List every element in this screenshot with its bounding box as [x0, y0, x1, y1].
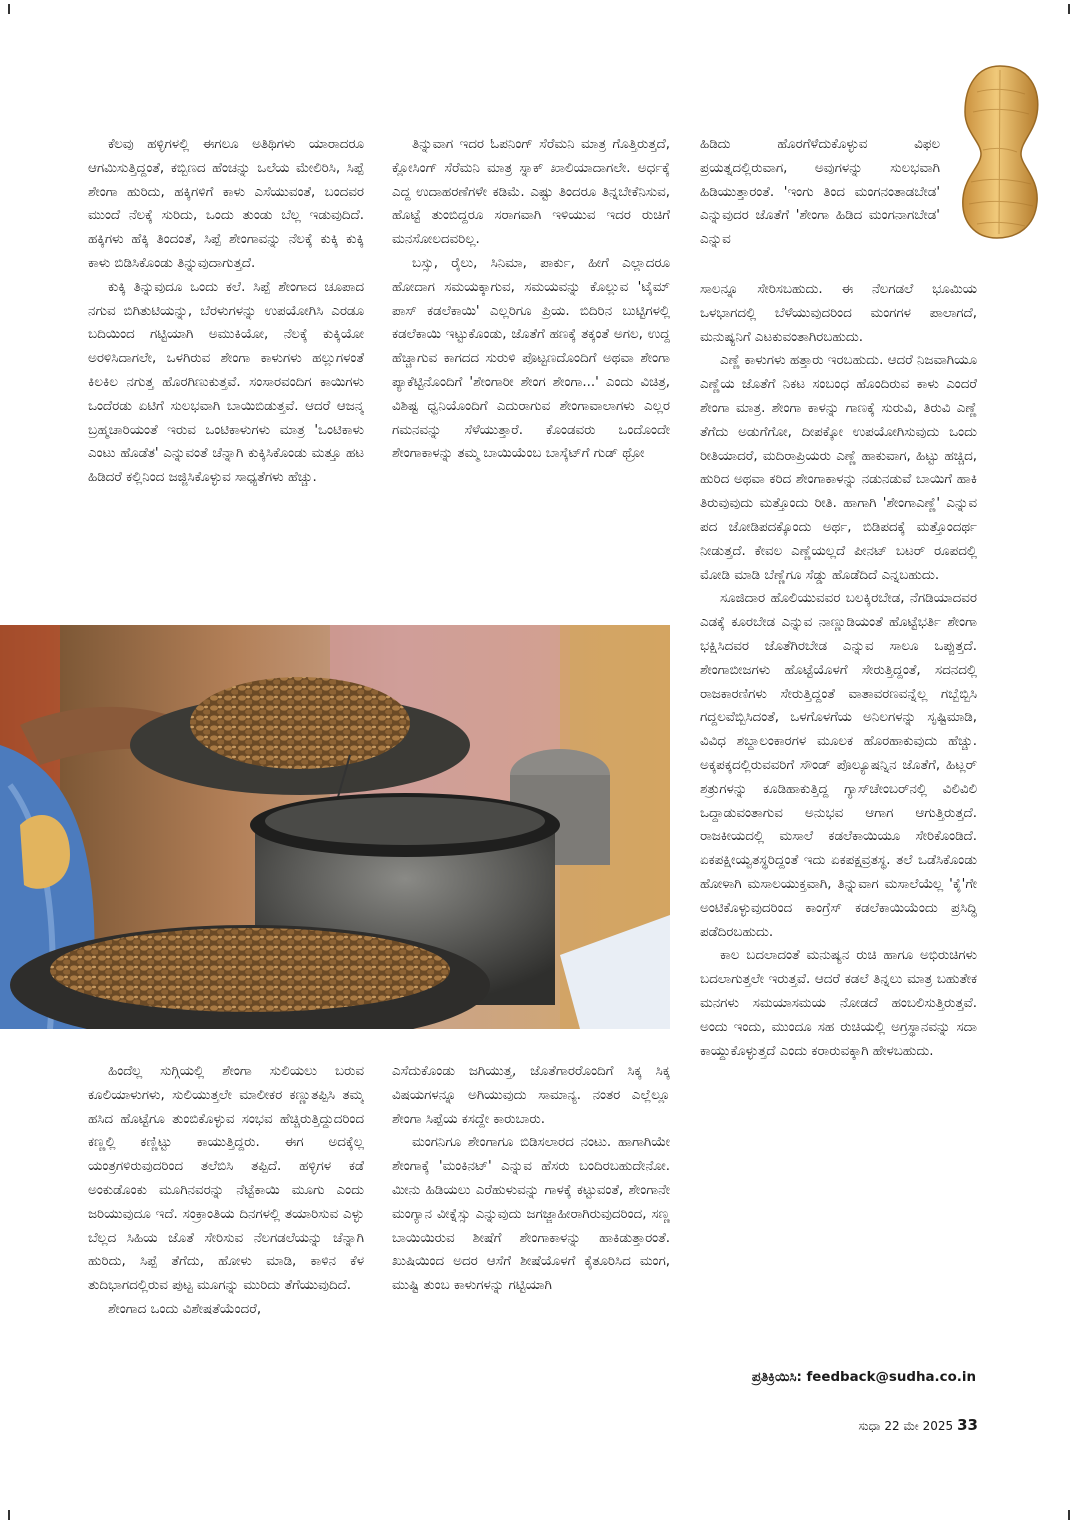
paragraph: ಬಸ್ಸು, ರೈಲು, ಸಿನಿಮಾ, ಪಾರ್ಕು, ಹೀಗೆ ಎಲ್ಲಾದರೂ ಹೋದಾಗ ಸಮಯಕ್ಕಾಗುವ, ಸಮಯವನ್ನು ಕೊಲ್ಲುವ 'ಟೈಮ್ ಪಾಸ್ ಕಡಲೆಕಾಯಿ' ಎಲ್ಲರಿಗೂ ಪ್ರಿಯ. ಬಿದಿರಿನ ಬುಟ್ಟಿಗಳಲ್ಲಿ ಕಡಲೆಕಾಯಿ ಇಟ್ಟುಕೊಂಡು, ಜೊತೆಗೆ ಹಣಕ್ಕೆ ತಕ್ಕಂತೆ ಅಗಲ, ಉದ್ದ ಹೆಚ್ಚಾಗುವ ಕಾಗದದ ಸುರುಳಿ ಪೊಟ್ಟಣದೊಂದಿಗೆ ಅಥವಾ ಶೇಂಗಾ ಪ್ಯಾಕೆಟ್ಟಿನೊಂದಿಗೆ 'ಶೇಂಗಾರೀ ಶೇಂಗ ಶೇಂಗಾ...' ಎಂದು ವಿಚಿತ್ರ, ವಿಶಿಷ್ಟ ಧ್ವನಿಯೊಂದಿಗೆ ಎದುರಾಗುವ ಶೇಂಗಾವಾಲಾಗಳು ಎಲ್ಲರ ಗಮನವನ್ನು ಸೆಳೆಯುತ್ತಾರೆ. ಕೊಂಡವರು ಒಂದೊಂದೇ ಶೇಂಗಾಕಾಳನ್ನು ತಮ್ಮ ಬಾಯಿಯೆಂಬ ಬಾಸ್ಕೆಟ್‌ಗೆ ಗುಡ್ ಥ್ರೋ — [392, 255, 670, 462]
paragraph: ಸೂಜಿದಾರ ಹೊಲಿಯುವವರ ಬಲಕ್ಕಿರಬೇಡ, ನೆಗಡಿಯಾದವರ ಎಡಕ್ಕೆ ಕೂರಬೇಡ ಎನ್ನುವ ನಾಣ್ಣುಡಿಯಂತೆ ಹೊಟ್ಟೆಭರ್ತಿ ಶೇಂಗಾ ಭಕ್ಷಿಸಿದವರ ಜೊತೆಗಿರಬೇಡ ಎನ್ನುವ ಸಾಲೂ ಒಪ್ಪುತ್ತದೆ. ಶೇಂಗಾಬೀಜಗಳು ಹೊಟ್ಟೆಯೊಳಗೆ ಸೇರುತ್ತಿದ್ದಂತೆ, ಸದನದಲ್ಲಿ ರಾಜಕಾರಣಿಗಳು ಸೇರುತ್ತಿದ್ದಂತೆ ವಾತಾವರಣವನ್ನೆಲ್ಲ ಗಬ್ಬೆಬ್ಬಿಸಿ ಗದ್ದಲವೆಬ್ಬಿಸಿದಂತೆ, ಒಳಗೊಳಗೆಯ ಅನಿಲಗಳನ್ನು ಸೃಷ್ಟಿಮಾಡಿ, ವಿವಿಧ ಶಬ್ದಾಲಂಕಾರಗಳ ಮೂಲಕ ಹೊರಹಾಕುವುದು ಹೆಚ್ಚು. ಅಕ್ಕಪಕ್ಕದಲ್ಲಿರುವವರಿಗೆ ಸೌಂಡ್ ಪೊಲ್ಯೂಷನ್ನಿನ ಜೊತೆಗೆ, ಹಿಟ್ಲರ್ ಶತ್ರುಗಳನ್ನು ಕೂಡಿಹಾಕುತ್ತಿದ್ದ ಗ್ಯಾಸ್‌ಚೇಂಬರ್‌ನಲ್ಲಿ ವಿಲಿವಿಲಿ ಒದ್ದಾಡುವಂತಾಗುವ ಅನುಭವ ಆಗಾಗ ಆಗುತ್ತಿರುತ್ತದೆ. ರಾಜಕೀಯದಲ್ಲಿ ಮಸಾಲೆ ಕಡಲೆಕಾಯಿಯೂ ಸೇರಿಕೊಂಡಿದೆ. ಏಕಪಕ್ಷೀಯ್ವತಸ್ಥರಿದ್ದಂತೆ ಇದು ಏಕಪಕ್ಷವ್ರತಸ್ಥ. ತಲೆ ಒಡೆಸಿಕೊಂಡು ಹೋಳಾಗಿ ಮಸಾಲಯುಕ್ತವಾಗಿ, ತಿನ್ನುವಾಗ ಮಸಾಲೆಯೆಲ್ಲ 'ಕೈ'ಗೇ ಅಂಟಿಕೊಳ್ಳುವುದರಿಂದ ಕಾಂಗ್ರೆಸ್ ಕಡಲೆಕಾಯಿಯೆಂದು ಪ್ರಸಿದ್ಧಿ ಪಡೆದಿರಬಹುದು. — [700, 591, 977, 940]
magazine-date: ಸುಧಾ 22 ಮೇ 2025 — [858, 1419, 954, 1433]
peanut-illustration — [955, 62, 1045, 242]
article-column-1 — [88, 133, 364, 613]
article-column-4 — [88, 1060, 364, 1400]
article-column-3 — [700, 278, 977, 1353]
crop-mark — [1068, 1510, 1070, 1520]
paragraph: ಹಿಂದೆಲ್ಲ ಸುಗ್ಗಿಯಲ್ಲಿ ಶೇಂಗಾ ಸುಲಿಯಲು ಬರುವ ಕೂಲಿಯಾಳುಗಳು, ಸುಲಿಯುತ್ತಲೇ ಮಾಲೀಕರ ಕಣ್ಣುತಪ್ಪಿಸಿ ತಮ್ಮ ಹಸಿದ ಹೊಟ್ಟೆಗೂ ತುಂಬಿಕೊಳ್ಳುವ ಸಂಭವ ಹೆಚ್ಚಿರುತ್ತಿದ್ದುದರಿಂದ ಕಣ್ಣಲ್ಲಿ ಕಣ್ಣಿಟ್ಟು ಕಾಯುತ್ತಿದ್ದರು. ಈಗ ಅದಕ್ಕೆಲ್ಲ ಯಂತ್ರಗಳಿರುವುದರಿಂದ ತಲೆಬಿಸಿ ತಪ್ಪಿದೆ. ಹಳ್ಳಿಗಳ ಕಡೆ ಅಂಕುಡೊಂಕು ಮೂಗಿನವರನ್ನು ನೆಟ್ಟೆಕಾಯಿ ಮೂಗು ಎಂದು ಜರಿಯುವುದೂ ಇದೆ. ಸಂಕ್ರಾಂತಿಯ ದಿನಗಳಲ್ಲಿ ತಯಾರಿಸುವ ಎಳ್ಳು ಬೆಲ್ಲದ ಸಿಹಿಯ ಜೊತೆ ಸೇರಿಸುವ ನೆಲಗಡಲೆಯನ್ನು ಚೆನ್ನಾಗಿ ಹುರಿದು, ಸಿಪ್ಪೆ ತೆಗೆದು, ಹೋಳು ಮಾಡಿ, ಕಾಳಿನ ಕೆಳ ತುದಿಭಾಗದಲ್ಲಿರುವ ಪುಟ್ಟ ಮೂಗನ್ನು ಮುರಿದು ತೆಗೆಯುವುದಿದೆ. — [88, 1064, 364, 1294]
paragraph: ಕೆಲವು ಹಳ್ಳಿಗಳಲ್ಲಿ ಈಗಲೂ ಅತಿಥಿಗಳು ಯಾರಾದರೂ ಆಗಮಿಸುತ್ತಿದ್ದಂತೆ, ಕಬ್ಬಿಣದ ಹೆಂಚನ್ನು ಒಲೆಯ ಮೇಲಿರಿಸಿ, ಸಿಪ್ಪೆ ಶೇಂಗಾ ಹುರಿದು, ಹಕ್ಕಿಗಳಿಗೆ ಕಾಳು ಎಸೆಯುವಂತೆ, ಬಂದವರ ಮುಂದೆ ನೆಲಕ್ಕೆ ಸುರಿದು, ಒಂದು ತುಂಡು ಬೆಲ್ಲ ಇಡುವುದಿದೆ. ಹಕ್ಕಿಗಳು ಹೆಕ್ಕಿ ತಿಂದಂತೆ, ಸಿಪ್ಪೆ ಶೇಂಗಾವನ್ನು ನೆಲಕ್ಕೆ ಕುಕ್ಕಿ ಕುಕ್ಕಿ ಕಾಳು ಬಿಡಿಸಿಕೊಂಡು ತಿನ್ನುವುದಾಗುತ್ತದೆ. — [88, 137, 364, 271]
crop-mark — [8, 1510, 10, 1520]
paragraph: ಕುಕ್ಕಿ ತಿನ್ನುವುದೂ ಒಂದು ಕಲೆ. ಸಿಪ್ಪೆ ಶೇಂಗಾದ ಚೂಪಾದ ನಗುವ ಬಿಗಿತುಟಿಯನ್ನು, ಬೆರಳುಗಳನ್ನು ಉಪಯೋಗಿಸಿ ಎರಡೂ ಬದಿಯಿಂದ ಗಟ್ಟಿಯಾಗಿ ಅಮುಕಿಯೋ, ನೆಲಕ್ಕೆ ಕುಕ್ಕಿಯೋ ಅರಳಿಸಿದಾಗಲೇ, ಒಳಗಿರುವ ಶೇಂಗಾ ಕಾಳುಗಳು ಹಲ್ಲುಗಳಂತೆ ಕಿಲಕಿಲ ನಗುತ್ತ ಹೊರಗಿಣುಕುತ್ತವೆ. ಸಂಸಾರವಂದಿಗ ಕಾಯಿಗಳು ಒಂದೆರಡು ಏಟಿಗೆ ಸುಲಭವಾಗಿ ಬಾಯಿಬಿಡುತ್ತವೆ. ಆದರೆ ಆಜನ್ಮ ಬ್ರಹ್ಮಚಾರಿಯಂತೆ ಇರುವ ಒಂಟಿಕಾಳುಗಳು ಮಾತ್ರ 'ಒಂಟಿಕಾಳು ಎಂಟು ಹೊಡೆತ' ಎನ್ನುವಂತೆ ಚೆನ್ನಾಗಿ ಕುಕ್ಕಿಸಿಕೊಂಡು ಮತ್ತೂ ಹಟ ಹಿಡಿದರೆ ಕಲ್ಲಿನಿಂದ ಜಜ್ಜಿಸಿಕೊಳ್ಳುವ ಸಾಧ್ಯತೆಗಳು ಹೆಚ್ಚು. — [88, 279, 364, 486]
paragraph: ಹಿಡಿದು ಹೊರಗೆಳೆದುಕೊಳ್ಳುವ ವಿಫಲ ಪ್ರಯತ್ನದಲ್ಲಿರುವಾಗ, ಅವುಗಳನ್ನು ಸುಲಭವಾಗಿ ಹಿಡಿಯುತ್ತಾರಂತೆ. 'ಇಂಗು ತಿಂದ ಮಂಗನಂತಾಡಬೇಡ' ಎನ್ನುವುದರ ಜೊತೆಗೆ 'ಶೇಂಗಾ ಹಿಡಿದ ಮಂಗನಾಗಬೇಡ' ಎನ್ನುವ — [700, 137, 940, 248]
paragraph: ಮಂಗನಿಗೂ ಶೇಂಗಾಗೂ ಬಿಡಿಸಲಾರದ ನಂಟು. ಹಾಗಾಗಿಯೇ ಶೇಂಗಾಕ್ಕೆ 'ಮಂಕಿನಟ್' ಎನ್ನುವ ಹೆಸರು ಬಂದಿರಬಹುದೇನೋ. ಮೀನು ಹಿಡಿಯಲು ಎರೆಹುಳುವನ್ನು ಗಾಳಕ್ಕೆ ಕಟ್ಟುವಂತೆ, ಶೇಂಗಾನೇ ಮಂಗ್ಯಾನ ವೀಕ್ನೆಸ್ಸು ಎನ್ನುವುದು ಜಗಜ್ಜಾಹೀರಾಗಿರುವುದರಿಂದ, ಸಣ್ಣ ಬಾಯಿಯಿರುವ ಶೀಷೆಗೆ ಶೇಂಗಾಕಾಳನ್ನು ಹಾಕಿಡುತ್ತಾರಂತೆ. ಖುಷಿಯಿಂದ ಅದರ ಆಸೆಗೆ ಶೀಷೆಯೊಳಗೆ ಕೈತೂರಿಸಿದ ಮಂಗ, ಮುಷ್ಟಿ ತುಂಬ ಕಾಳುಗಳನ್ನು ಗಟ್ಟಿಯಾಗಿ — [392, 1135, 670, 1294]
page-footer — [820, 1416, 978, 1434]
crop-mark — [8, 4, 10, 14]
article-column-3-top — [700, 133, 940, 278]
article-column-5 — [392, 1060, 670, 1400]
article-column-2 — [392, 133, 670, 613]
paragraph: ಸಾಲನ್ನೂ ಸೇರಿಸಬಹುದು. ಈ ನೆಲಗಡಲೆ ಭೂಮಿಯ ಒಳಭಾಗದಲ್ಲಿ ಬೆಳೆಯುವುದರಿಂದ ಮಂಗಗಳ ಪಾಲಾಗದೆ, ಮನುಷ್ಯನಿಗೆ ಎಟಕುವಂತಾಗಿರಬಹುದು. — [700, 282, 977, 345]
paragraph: ಎಸೆದುಕೊಂಡು ಜಗಿಯುತ್ತ, ಜೊತೆಗಾರರೊಂದಿಗೆ ಸಿಕ್ಕ ಸಿಕ್ಕ ವಿಷಯಗಳನ್ನೂ ಅಗಿಯುವುದು ಸಾಮಾನ್ಯ. ನಂತರ ಎಲ್ಲೆಲ್ಲೂ ಶೇಂಗಾ ಸಿಪ್ಪೆಯ ಕಸದ್ದೇ ಕಾರುಬಾರು. — [392, 1064, 670, 1127]
crop-mark — [1068, 4, 1070, 14]
peanut-vendor-photo — [0, 625, 670, 1029]
paragraph: ಶೇಂಗಾದ ಒಂದು ವಿಶೇಷತೆಯೆಂದರೆ, — [108, 1301, 262, 1317]
page-number: 33 — [957, 1416, 978, 1434]
paragraph: ಕಾಲ ಬದಲಾದಂತೆ ಮನುಷ್ಯನ ರುಚಿ ಹಾಗೂ ಅಭಿರುಚಿಗಳು ಬದಲಾಗುತ್ತಲೇ ಇರುತ್ತವೆ. ಆದರೆ ಕಡಲೆ ತಿನ್ನಲು ಮಾತ್ರ ಬಹುತೇಕ ಮನಗಳು ಸಮಯಾಸಮಯ ನೋಡದೆ ಹಂಬಲಿಸುತ್ತಿರುತ್ತವೆ. ಅಂದು ಇಂದು, ಮುಂದೂ ಸಹ ರುಚಿಯಲ್ಲಿ ಅಗ್ರಸ್ಥಾನವನ್ನು ಸದಾ ಕಾಯ್ದುಕೊಳ್ಳುತ್ತದೆ ಎಂದು ಕರಾರುವಕ್ಕಾಗಿ ಹೇಳಬಹುದು. — [700, 948, 977, 1059]
paragraph: ಎಣ್ಣೆ ಕಾಳುಗಳು ಹತ್ತಾರು ಇರಬಹುದು. ಆದರೆ ನಿಜವಾಗಿಯೂ ಎಣ್ಣೆಯ ಜೊತೆಗೆ ನಿಕಟ ಸಂಬಂಧ ಹೊಂದಿರುವ ಕಾಳು ಎಂದರೆ ಶೇಂಗಾ ಮಾತ್ರ. ಶೇಂಗಾ ಕಾಳನ್ನು ಗಾಣಕ್ಕೆ ಸುರುವಿ, ತಿರುವಿ ಎಣ್ಣೆ ತೆಗೆದು ಅಡುಗೆಗೋ, ದೀಪಕ್ಕೋ ಉಪಯೋಗಿಸುವುದು ಒಂದು ರೀತಿಯಾದರೆ, ಮದಿರಾಪ್ರಿಯರು ಎಣ್ಣೆ ಹಾಕುವಾಗ, ಹಿಟ್ಟು ಹಚ್ಚಿದ, ಹುರಿದ ಅಥವಾ ಕರಿದ ಶೇಂಗಾಕಾಳನ್ನು ನಡುನಡುವೆ ಬಾಯಿಗೆ ಹಾಕಿ ತಿರುವುವುದು ಮತ್ತೊಂದು ರೀತಿ. ಹಾಗಾಗಿ 'ಶೇಂಗಾಎಣ್ಣೆ' ಎನ್ನುವ ಪದ ಜೋಡಿಪದಕ್ಕೊಂದು ಅರ್ಥ, ಬಿಡಿಪದಕ್ಕೆ ಮತ್ತೊಂದರ್ಥ ನೀಡುತ್ತದೆ. ಕೇವಲ ಎಣ್ಣೆಯಲ್ಲದೆ ಪೀನಟ್ ಬಟರ್ ರೂಪದಲ್ಲಿ ಮೋಡಿ ಮಾಡಿ ಬೆಣ್ಣೆಗೂ ಸೆಡ್ಡು ಹೊಡೆದಿದೆ ಎನ್ನಬಹುದು. — [700, 353, 977, 583]
photo-illustration — [0, 625, 670, 1029]
feedback-line: ಪ್ರತಿಕ್ರಿಯಿಸಿ: feedback@sudha.co.in — [751, 1370, 976, 1385]
paragraph: ತಿನ್ನುವಾಗ ಇದರ ಓಪನಿಂಗ್ ಸೆರೆಮನಿ ಮಾತ್ರ ಗೊತ್ತಿರುತ್ತದೆ, ಕ್ಲೋಸಿಂಗ್ ಸೆರೆಮನಿ ಮಾತ್ರ ಸ್ನಾಕ್ ಖಾಲಿಯಾದಾಗಲೇ. ಅರ್ಧಕ್ಕೆ ಎದ್ದ ಉದಾಹರಣೆಗಳೇ ಕಡಿಮೆ. ಎಷ್ಟು ತಿಂದರೂ ತಿನ್ನಬೇಕೆನಿಸುವ, ಹೊಟ್ಟೆ ತುಂಬಿದ್ದರೂ ಸರಾಗವಾಗಿ ಇಳಿಯುವ ಇದರ ರುಚಿಗೆ ಮನಸೋಲದವರಿಲ್ಲ. — [392, 137, 670, 248]
